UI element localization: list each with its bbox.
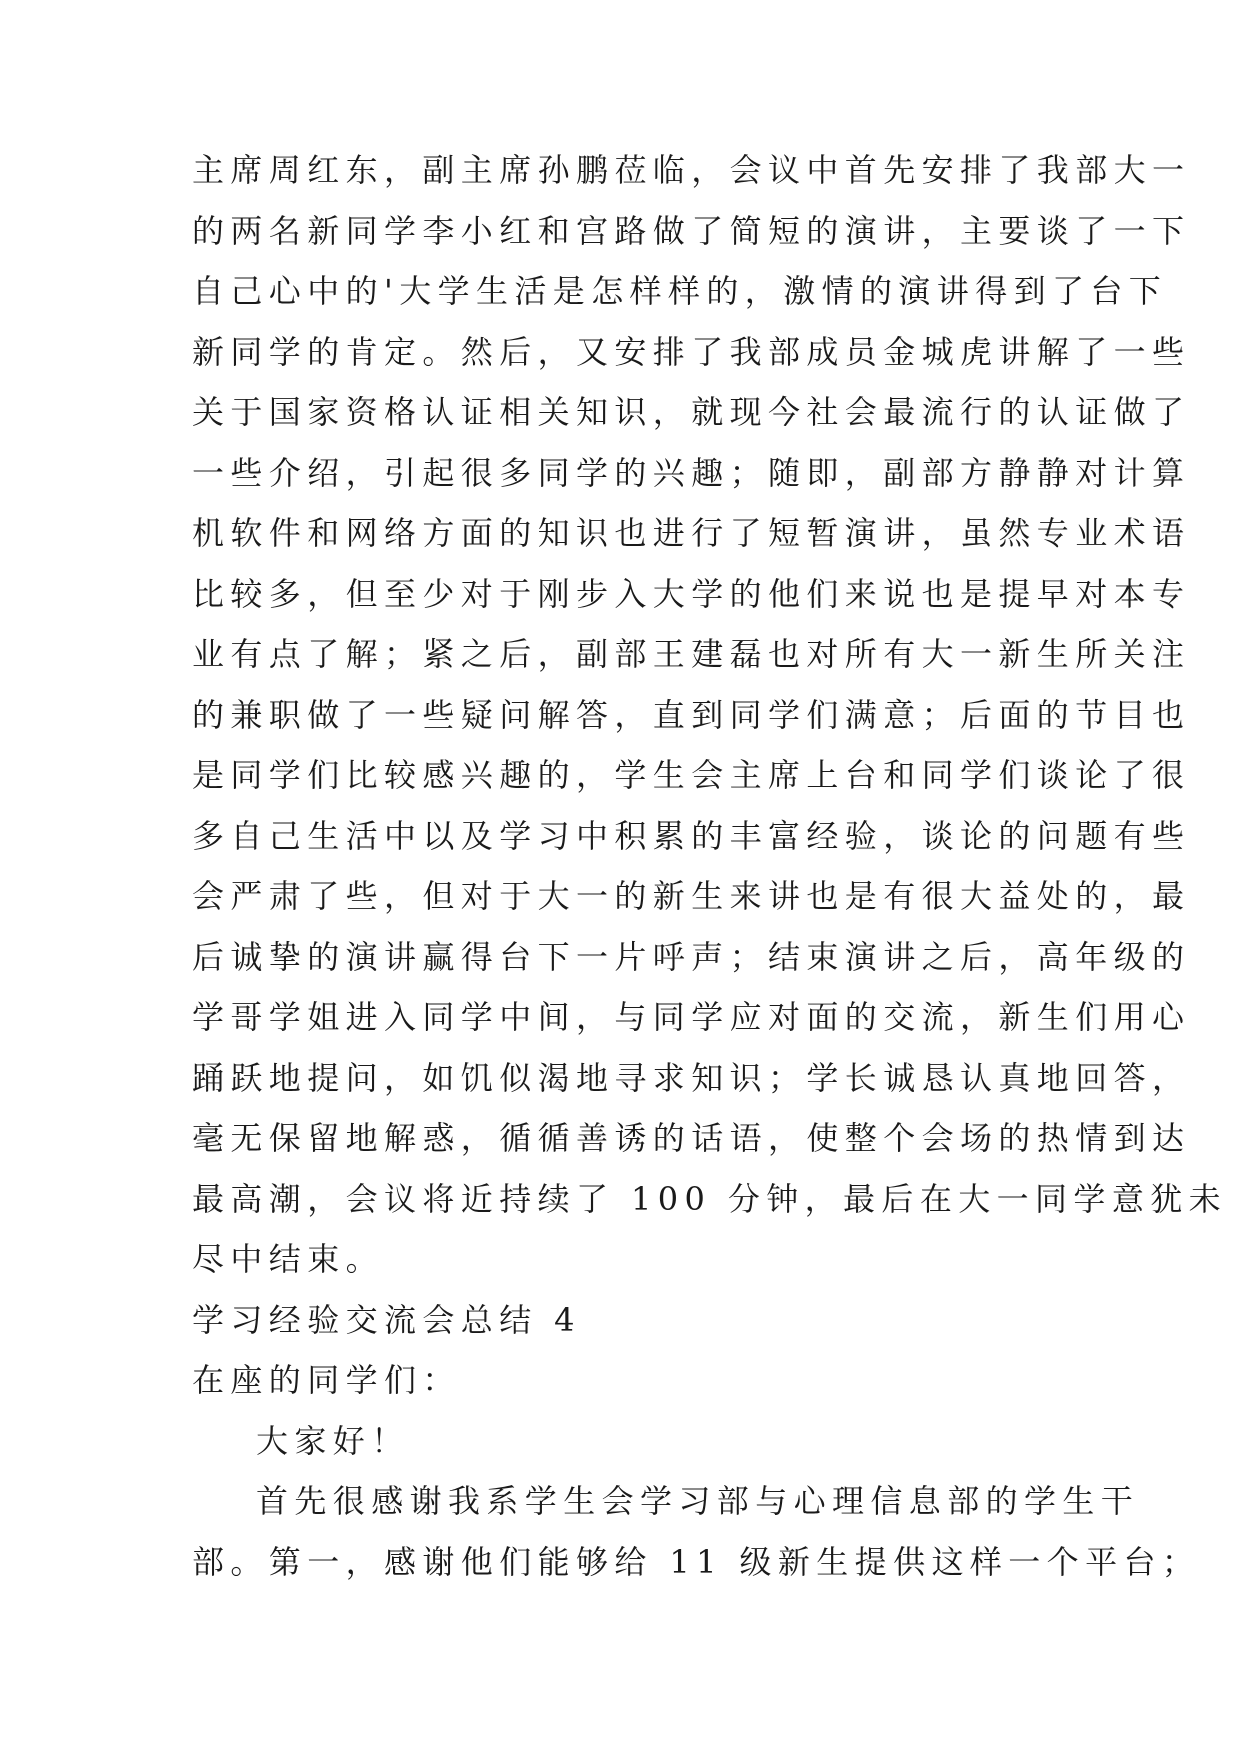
text-line: 尽中结束。	[192, 1240, 385, 1278]
text-line: 比较多，但至少对于刚步入大学的他们来说也是提早对本专	[192, 574, 1191, 613]
text-line: 首先很感谢我系学生会学习部与心理信息部的学生干	[256, 1482, 1140, 1520]
text-line: 踊跃地提问，如饥似渴地寻求知识；学长诚恳认真地回答，	[192, 1058, 1191, 1097]
text-line: 一些介绍，引起很多同学的兴趣；随即，副部方静静对计算	[192, 453, 1191, 492]
text-line: 业有点了解；紧之后，副部王建磊也对所有大一新生所关注	[192, 635, 1191, 673]
text-line: 机软件和网络方面的知识也进行了短暂演讲，虽然专业术语	[192, 514, 1191, 552]
paragraph-thanks	[192, 1471, 1201, 1592]
paragraph-meeting-summary	[192, 140, 1228, 1290]
text-line: 的兼职做了一些疑问解答，直到同学们满意；后面的节目也	[192, 695, 1191, 734]
section-heading: 学习经验交流会总结 4	[192, 1300, 581, 1339]
text-line: 毫无保留地解惑，循循善诱的话语，使整个会场的热情到达	[192, 1119, 1191, 1157]
text-line: 多自己生活中以及学习中积累的丰富经验，谈论的问题有些	[192, 816, 1191, 855]
greeting: 大家好！	[256, 1421, 410, 1460]
salutation: 在座的同学们：	[192, 1361, 461, 1399]
text-line: 后诚挚的演讲赢得台下一片呼声；结束演讲之后，高年级的	[192, 937, 1191, 976]
text-line: 新同学的肯定。然后，又安排了我部成员金城虎讲解了一些	[192, 332, 1191, 371]
text-line: 最高潮，会议将近持续了 100 分钟，最后在大一同学意犹未	[192, 1179, 1228, 1218]
text-line: 部。第一，感谢他们能够给 11 级新生提供这样一个平台；	[192, 1542, 1201, 1581]
text-line: 自己心中的'大学生活是怎样样的，激情的演讲得到了台下	[192, 272, 1168, 310]
text-line: 的两名新同学李小红和宫路做了简短的演讲，主要谈了一下	[192, 211, 1191, 250]
text-line: 会严肃了些，但对于大一的新生来讲也是有很大益处的，最	[192, 877, 1191, 915]
document-body	[192, 140, 1228, 1592]
text-line: 主席周红东，副主席孙鹏莅临，会议中首先安排了我部大一	[192, 151, 1191, 189]
text-line: 关于国家资格认证相关知识，就现今社会最流行的认证做了	[192, 393, 1191, 431]
text-line: 是同学们比较感兴趣的，学生会主席上台和同学们谈论了很	[192, 756, 1191, 794]
text-line: 学哥学姐进入同学中间，与同学应对面的交流，新生们用心	[192, 998, 1191, 1036]
